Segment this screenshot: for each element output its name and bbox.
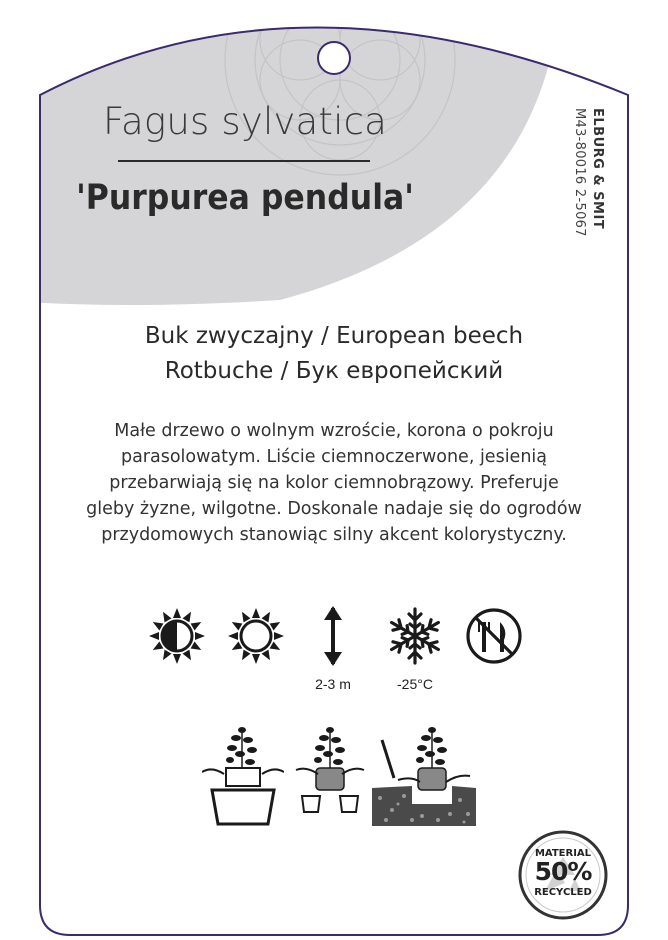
description <box>60 418 608 548</box>
description-line: Małe drzewo o wolnym wzroście, korona o pokroju <box>114 421 554 441</box>
title-divider <box>118 160 370 162</box>
frost-snowflake-icon <box>385 606 445 666</box>
recycled-badge <box>517 829 609 921</box>
latin-name: Fagus sylvatica <box>102 100 388 143</box>
description-line: przebarwiają się na kolor ciemnobrązowy. Preferuje <box>109 473 559 493</box>
not-edible-icon <box>464 606 524 666</box>
description-line: przydomowych stanowiąc silny akcent kolorystyczny. <box>101 525 567 545</box>
description-line: parasolowatym. Liście ciemnoczerwone, jesienią <box>120 447 548 467</box>
plant-in-ground-icon <box>372 720 476 830</box>
common-name-line-2: Rotbuche / Бук европейский <box>164 358 504 384</box>
badge-bottom-text: RECYCLED <box>534 887 592 898</box>
full-sun-icon <box>226 606 286 666</box>
height-label: 2-3 m <box>315 676 351 692</box>
pot-soak-icon <box>202 720 284 830</box>
badge-top-text: MATERIAL <box>534 848 592 859</box>
cultivar-name: 'Purpurea pendula' <box>76 178 414 218</box>
remove-pot-icon <box>290 720 370 820</box>
description-line: gleby żyzne, wilgotne. Doskonale nadaje się do ogrodów <box>86 499 582 519</box>
brand-name: ELBURG & SMIT <box>590 108 605 230</box>
badge-percent: 50% <box>534 857 592 886</box>
product-code: M43-80016 2-5067 <box>572 108 587 237</box>
frost-label: -25°C <box>397 676 433 692</box>
common-name-line-1: Buk zwyczajny / European beech <box>144 323 524 349</box>
hang-hole <box>318 42 350 74</box>
height-arrow-icon <box>313 604 353 668</box>
half-shade-sun-icon <box>147 606 207 666</box>
